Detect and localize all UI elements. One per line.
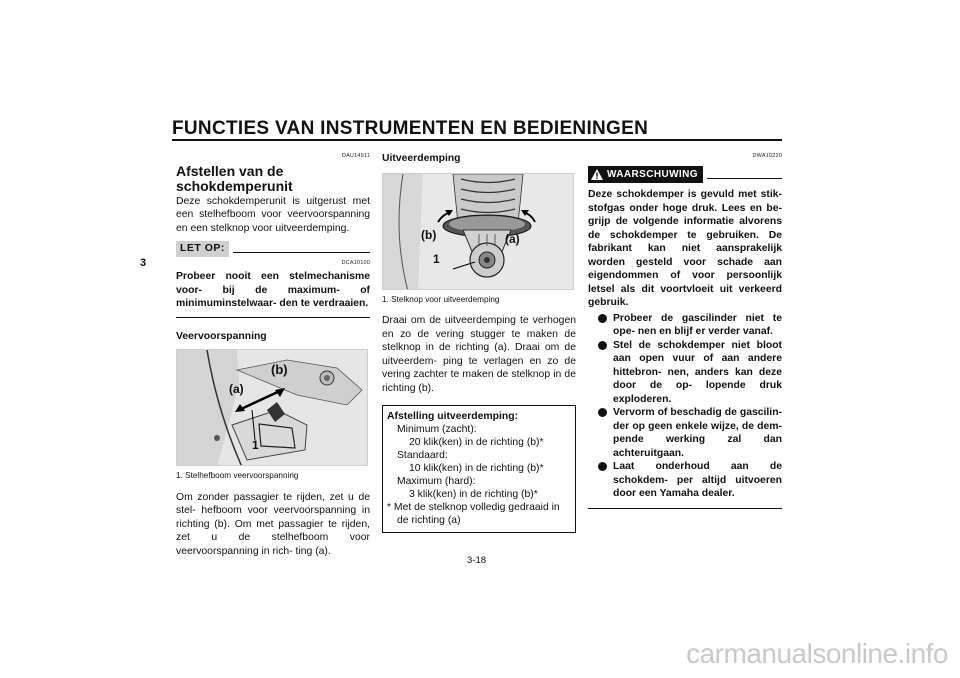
warning-list (588, 312, 782, 501)
note-text: Probeer nooit een stelmechanisme voor- bij de maximum- of minimuminstelwaar- den te verdraaien. (176, 271, 370, 309)
note-rule (233, 252, 370, 253)
warning-icon (591, 169, 603, 180)
page-number: 3-18 (467, 555, 487, 566)
bullet-icon (598, 314, 607, 323)
spec-footnote: * Met de stelknop volledig gedraaid in (387, 502, 560, 513)
column-left (176, 150, 370, 558)
spec-title: Afstelling uitveerdemping: (387, 411, 519, 422)
damping-knob-photo (382, 173, 574, 290)
label-1: 1 (252, 438, 259, 452)
preload-lever-photo (176, 349, 368, 466)
spec-box (382, 405, 576, 533)
watermark: carmanualsonline.info (686, 638, 948, 669)
section-title: Afstellen van de schokdemperunit (176, 162, 293, 194)
spec-min-value: 20 klik(ken) in de richting (b)* (409, 437, 544, 448)
list-item: Probeer de gascilinder niet te ope- nen en blijf er verder vanaf. (588, 312, 782, 339)
label-b: (b) (421, 227, 437, 242)
warning-label (588, 166, 703, 184)
column-right (588, 150, 782, 509)
label-b: (b) (271, 362, 288, 377)
label-1: 1 (433, 251, 440, 266)
title-rule (172, 139, 782, 141)
warning-label-text: WAARSCHUWING (607, 168, 698, 180)
list-item: Stel de schokdemper niet bloot aan open vuur of aan andere hittebron- nen, anders kan deze door de op- lopende druk exploderen. (588, 339, 782, 407)
figure-caption: 1. Stelknop voor uitveerdemping (382, 294, 500, 304)
warning-code: DWA10220 (752, 153, 782, 159)
list-item: Laat onderhoud aan de schokdem- per altijd uitvoeren door een Yamaha dealer. (588, 460, 782, 501)
chapter-tab: 3 (140, 257, 147, 269)
note-label: LET OP: (176, 241, 229, 257)
label-a: (a) (505, 231, 520, 246)
subsection-title: Uitveerdemping (382, 153, 461, 164)
spec-min-label: Minimum (zacht): (397, 424, 477, 435)
spec-footnote-cont: de richting (a) (397, 515, 461, 526)
subsection-title: Veervoorspanning (176, 330, 267, 342)
note-end-rule (176, 317, 370, 318)
spec-max-label: Maximum (hard): (397, 476, 476, 487)
bullet-icon (598, 341, 607, 350)
spec-std-value: 10 klik(ken) in de richting (b)* (409, 463, 544, 474)
note-code: DCA10100 (341, 259, 370, 266)
warning-rule (707, 178, 782, 179)
label-a: (a) (229, 382, 244, 396)
body-text: Draai om de uitveerdemping te verhogen en zo de vering stugger te maken de stelknop in de richting (a). Draai om de uitveerdem- ping te verlagen en zo de vering zachter te maken de stelknop in de richting (b). (382, 315, 576, 394)
body-text: Om zonder passagier te rijden, zet u de stel- hefboom voor veervoorspanning in richting (b). Om met passagier te rijden, zet u de stelhefboom voor veervoorspanning in rich- ting (a). (176, 491, 370, 557)
warning-text: Deze schokdemper is gevuld met stik- stofgas onder hoge druk. Lees en be- grijp de volgende informatie alvorens de schokdemper te gebruiken. De fabrikant kan niet aansprakelijk worden gesteld voor schade aan eigendommen of voor persoonlijk letsel als dit voortvloeit uit verkeerd gebruik. (588, 189, 782, 308)
column-middle (382, 150, 576, 533)
bullet-icon (598, 462, 607, 471)
warning-header (588, 166, 782, 184)
spec-max-value: 3 klik(ken) in de richting (b)* (409, 489, 538, 500)
figure-caption: 1. Stelhefboom veervoorspanning (176, 471, 299, 480)
spec-std-label: Standaard: (397, 450, 448, 461)
page-title: FUNCTIES VAN INSTRUMENTEN EN BEDIENINGEN (172, 118, 649, 139)
doc-code: DAU14911 (341, 153, 370, 159)
bullet-icon (598, 408, 607, 417)
list-item: Vervorm of beschadig de gascilin- der op geen enkele wijze, de dem- pende werking zal dan achteruitgaan. (588, 406, 782, 460)
note-header (176, 241, 370, 257)
intro-text: Deze schokdemperunit is uitgerust met een stelhefboom voor veervoorspanning en een stelknop voor uitveerdemping. (176, 195, 370, 234)
warning-end-rule (588, 508, 782, 509)
